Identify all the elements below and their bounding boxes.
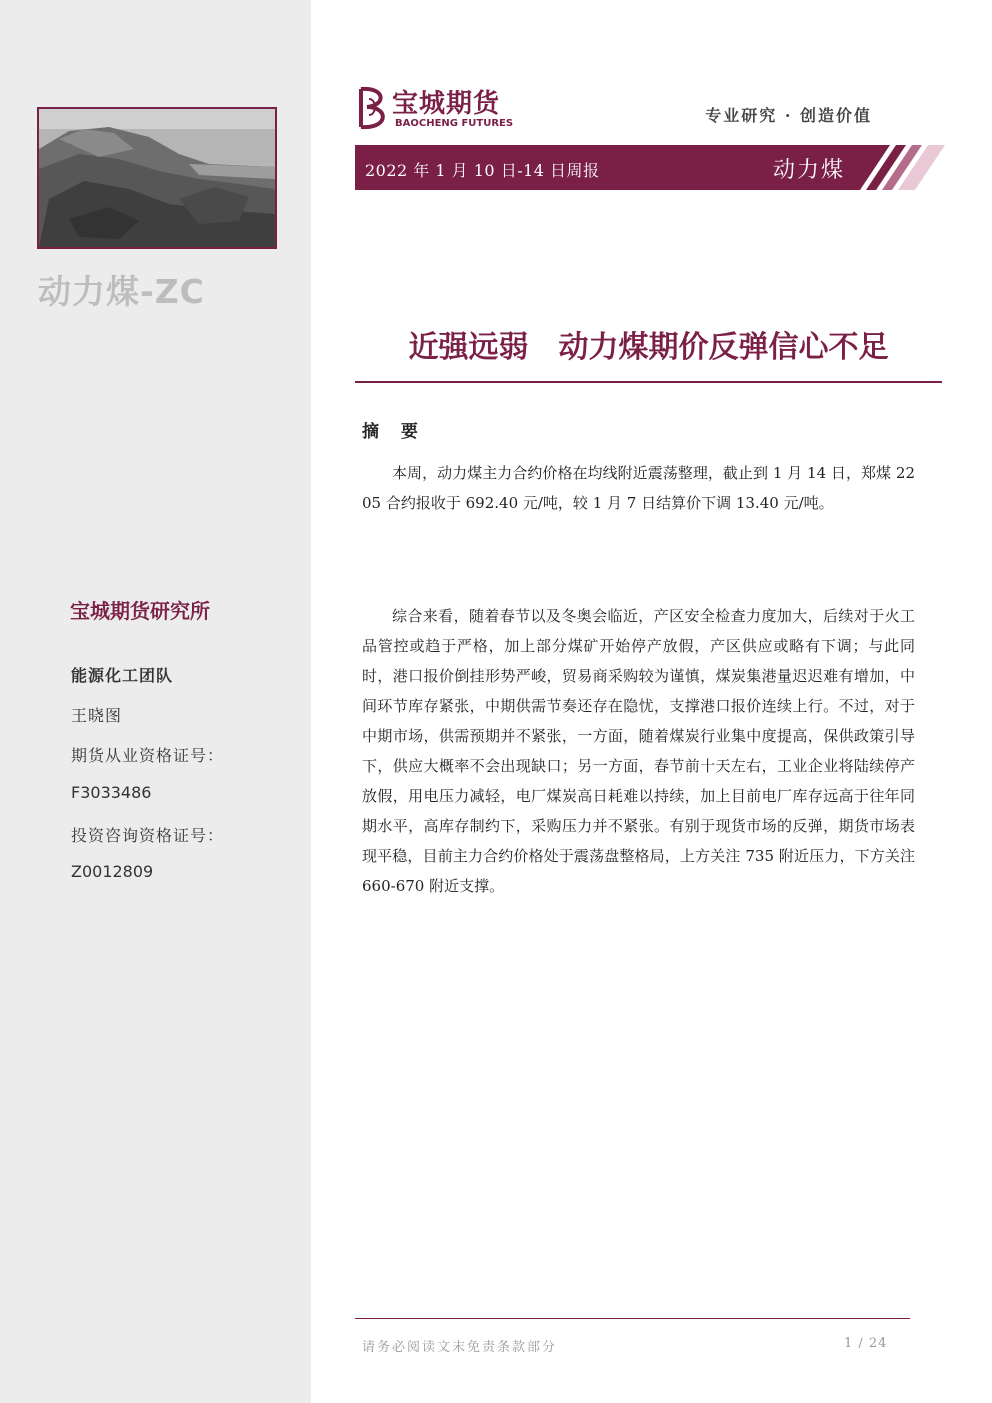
abstract-paragraph-1: 本周，动力煤主力合约价格在均线附近震荡整理，截止到 1 月 14 日，郑煤 2205 合约报收于 692.40 元/吨，较 1 月 7 日结算价下调 13.40 元/吨。 — [362, 464, 915, 512]
company-logo — [355, 85, 525, 133]
title-divider — [355, 381, 942, 383]
sidebar — [0, 0, 311, 1403]
report-banner — [355, 145, 945, 190]
consult-label: 投资咨询资格证号： — [71, 826, 225, 845]
disclaimer-note: 请务必阅读文末免责条款部分 — [362, 1340, 558, 1355]
footer-divider — [355, 1318, 910, 1319]
abstract-paragraph-2: 综合来看，随着春节以及冬奥会临近，产区安全检查力度加大，后续对于火工品管控或趋于严格，加上部分煤矿开始停产放假，产区供应或略有下调；与此同时，港口报价倒挂形势严峻，贸易商采购较为谨慎，煤炭集港量迟迟难有增加，中间环节库存紧张，中期供需节奏还存在隐忧，支撑港口报价连续上行。不过，对于中期市场，供需预期并不紧张，一方面，随着煤炭行业集中度提高，保供政策引导下，供应大概率不会出现缺口；另一方面，春节前十天左右，工业企业将陆续停产放假，用电压力减轻，电厂煤炭高日耗难以持续，加上目前电厂库存远高于往年同期水平，高库存制约下，采购压力并不紧张。有别于现货市场的反弹，期货市场表现平稳，目前主力合约价格处于震荡盘整格局，上方关注 735 附近压力，下方关注 660-670 附近支撑。 — [362, 607, 915, 895]
logo-chinese-name: 宝城期货 — [392, 89, 501, 119]
license-label: 期货从业资格证号： — [71, 746, 225, 765]
slogan: 专业研究 · 创造价值 — [705, 106, 872, 125]
report-category: 动力煤 — [773, 158, 846, 183]
analyst-name: 王晓图 — [71, 706, 123, 725]
logo-english-name: BAOCHENG FUTURES — [395, 118, 514, 129]
abstract-heading: 摘 要 — [362, 422, 426, 442]
coal-photo — [37, 107, 277, 249]
institute-name: 宝城期货研究所 — [70, 599, 210, 623]
consult-number: Z0012809 — [71, 862, 154, 881]
report-title: 近强远弱 动力煤期价反弹信心不足 — [408, 330, 889, 365]
logo-b-icon — [355, 85, 391, 131]
side-title: 动力煤-ZC — [38, 272, 205, 311]
report-date: 2022 年 1 月 10 日-14 日周报 — [365, 161, 600, 180]
team-name: 能源化工团队 — [71, 666, 174, 685]
page-number: 1 / 24 — [844, 1336, 888, 1351]
license-number: F3033486 — [71, 783, 152, 802]
